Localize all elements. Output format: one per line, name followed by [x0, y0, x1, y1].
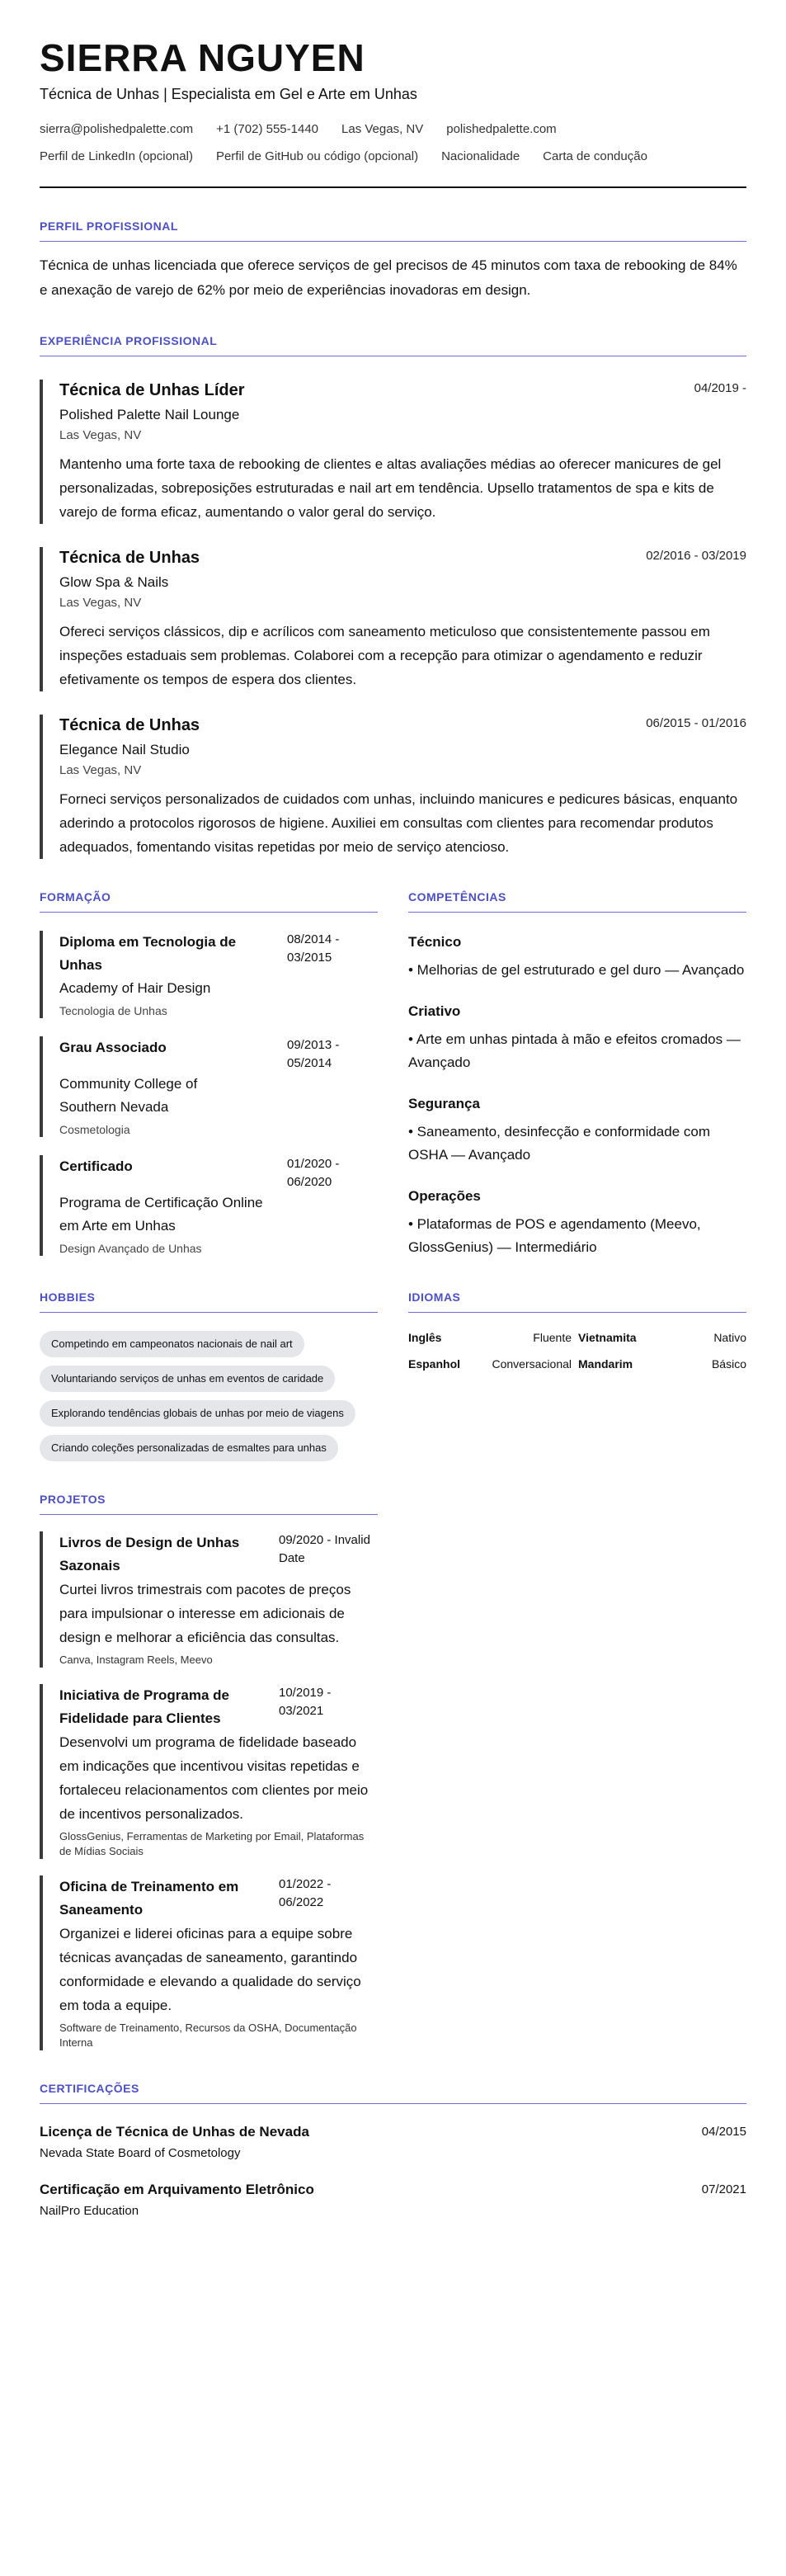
project-date: 09/2020 - Invalid Date	[279, 1533, 370, 1565]
language-level: Conversacional	[492, 1357, 572, 1371]
job-date: 06/2015 - 01/2016	[646, 716, 746, 730]
education-school: Programa de Certificação Online em Arte em Unhas	[59, 1195, 263, 1234]
project-date: 01/2022 - 06/2022	[279, 1877, 332, 1909]
certification-name: Certificação em Arquivamento Eletrônico	[40, 2182, 314, 2197]
project-description: Organizei e liderei oficinas para a equipe sobre técnicas avançadas de saneamento, garantindo conformidade e elevando a qualidade do serviço em toda a equipe.	[59, 1926, 361, 2013]
certification-date: 07/2021	[701, 2182, 746, 2196]
job-location: Las Vegas, NV	[59, 428, 142, 442]
language-level: Fluente	[533, 1331, 572, 1344]
education-entry	[40, 1155, 378, 1256]
resume-header	[40, 36, 746, 188]
job-description: Forneci serviços personalizados de cuidados com unhas, incluindo manicures e pedicures básicas, enquanto aderindo a protocolos rigorosos de higiene. Auxiliei em consultas com clientes para recomendar produtos adequados, fomentando visitas repetidas por meio de serviço atencioso.	[59, 791, 738, 855]
language-level: Básico	[711, 1357, 746, 1371]
certification-entry	[40, 2180, 746, 2220]
language-level: Nativo	[713, 1331, 746, 1344]
section-title: EXPERIÊNCIA PROFISSIONAL	[40, 334, 746, 356]
job-location: Las Vegas, NV	[59, 596, 142, 610]
skill-item: • Arte em unhas pintada à mão e efeitos cromados — Avançado	[408, 1031, 741, 1070]
empty-column	[408, 1461, 746, 2050]
skill-group	[408, 1094, 746, 1167]
contact-github[interactable]: Perfil de GitHub ou código (opcional)	[215, 149, 419, 163]
header-divider	[40, 186, 746, 188]
skill-category: Operações	[408, 1188, 481, 1204]
experience-section	[40, 334, 746, 859]
hobby-tag: Competindo em campeonatos nacionais de nail art	[40, 1331, 304, 1357]
education-entry	[40, 931, 378, 1018]
hobby-tag: Explorando tendências globais de unhas por meio de viagens	[40, 1400, 355, 1427]
education-school: Community College of Southern Nevada	[59, 1076, 198, 1115]
hobby-tag: Criando coleções personalizadas de esmaltes para unhas	[40, 1435, 338, 1461]
candidate-headline: Técnica de Unhas | Especialista em Gel e Arte em Unhas	[40, 86, 417, 102]
education-field: Cosmetologia	[59, 1123, 130, 1136]
certifications-section	[40, 2082, 746, 2220]
job-company: Polished Palette Nail Lounge	[59, 407, 240, 422]
projects-section	[40, 1461, 378, 2050]
job-entry	[40, 715, 746, 859]
contact-list	[40, 116, 746, 170]
section-title: FORMAÇÃO	[40, 890, 378, 913]
section-title: PERFIL PROFISSIONAL	[40, 219, 746, 242]
job-title: Técnica de Unhas	[59, 549, 200, 567]
skills-section	[408, 859, 746, 1259]
education-date: 08/2014 - 03/2015	[287, 932, 340, 965]
project-description: Curtei livros trimestrais com pacotes de preços para impulsionar o interesse em adicionais de design e melhorar a eficiência das consultas.	[59, 1582, 351, 1645]
skill-category: Técnico	[408, 934, 462, 950]
language-row	[408, 1329, 746, 1346]
language-name: Mandarim	[578, 1357, 633, 1371]
project-title: Livros de Design de Unhas Sazonais	[59, 1535, 240, 1573]
summary-section	[40, 219, 746, 303]
certification-name: Licença de Técnica de Unhas de Nevada	[40, 2124, 309, 2140]
job-date: 02/2016 - 03/2019	[646, 549, 746, 563]
education-field: Design Avançado de Unhas	[59, 1242, 202, 1255]
education-skills-row	[40, 859, 746, 1259]
project-title: Oficina de Treinamento em Saneamento	[59, 1879, 239, 1918]
section-title: HOBBIES	[40, 1290, 378, 1313]
certification-issuer: Nevada State Board of Cosmetology	[40, 2146, 241, 2160]
certification-date: 04/2015	[701, 2125, 746, 2139]
hobby-list	[40, 1323, 378, 1461]
education-date: 01/2020 - 06/2020	[287, 1157, 340, 1189]
job-entry	[40, 547, 746, 691]
project-tools: Software de Treinamento, Recursos da OSHA, Documentação Interna	[59, 2022, 357, 2049]
skill-group	[408, 932, 746, 982]
contact-website[interactable]: polishedpalette.com	[446, 122, 557, 136]
section-title: COMPETÊNCIAS	[408, 890, 746, 913]
contact-location: Las Vegas, NV	[341, 122, 424, 136]
job-company: Elegance Nail Studio	[59, 742, 190, 757]
hobbies-section	[40, 1259, 378, 1461]
education-date: 09/2013 - 05/2014	[287, 1038, 340, 1070]
education-field: Tecnologia de Unhas	[59, 1004, 167, 1017]
contact-linkedin[interactable]: Perfil de LinkedIn (opcional)	[40, 149, 193, 163]
languages-section	[408, 1259, 746, 1461]
education-entry	[40, 1036, 378, 1137]
job-company: Glow Spa & Nails	[59, 574, 169, 590]
project-tools: GlossGenius, Ferramentas de Marketing por Email, Plataformas de Mídias Sociais	[59, 1830, 365, 1857]
skill-category: Criativo	[408, 1003, 461, 1019]
skill-category: Segurança	[408, 1096, 480, 1111]
education-degree: Certificado	[59, 1158, 133, 1174]
job-entry	[40, 380, 746, 524]
language-name: Vietnamita	[578, 1331, 637, 1344]
project-date: 10/2019 - 03/2021	[279, 1686, 332, 1718]
project-entry	[40, 1531, 378, 1668]
skill-item: • Saneamento, desinfecção e conformidade com OSHA — Avançado	[408, 1124, 710, 1163]
job-title: Técnica de Unhas Líder	[59, 381, 245, 399]
education-degree: Grau Associado	[59, 1040, 167, 1055]
project-description: Desenvolvi um programa de fidelidade baseado em indicações que incentivou visitas repetidas e fortaleceu relacionamentos com clientes por meio de incentivos personalizados.	[59, 1734, 369, 1822]
summary-text: Técnica de unhas licenciada que oferece serviços de gel precisos de 45 minutos com taxa de rebooking de 84% e anexação de varejo de 62% por meio de experiências inovadoras em design.	[40, 257, 737, 298]
project-entry	[40, 1875, 378, 2050]
hobbies-languages-row	[40, 1259, 746, 1461]
section-title: IDIOMAS	[408, 1290, 746, 1313]
contact-email[interactable]: sierra@polishedpalette.com	[40, 122, 194, 136]
contact-driving-license: Carta de condução	[543, 149, 647, 163]
job-location: Las Vegas, NV	[59, 763, 142, 777]
project-title: Iniciativa de Programa de Fidelidade para Clientes	[59, 1687, 229, 1726]
skill-item: • Plataformas de POS e agendamento (Meevo, GlossGenius) — Intermediário	[408, 1216, 701, 1255]
skill-group	[408, 1002, 746, 1074]
language-row	[408, 1356, 746, 1372]
project-tools: Canva, Instagram Reels, Meevo	[59, 1654, 213, 1666]
candidate-name: SIERRA NGUYEN	[40, 36, 365, 79]
certification-issuer: NailPro Education	[40, 2204, 139, 2218]
language-name: Espanhol	[408, 1357, 461, 1371]
education-degree: Diploma em Tecnologia de Unhas	[59, 934, 237, 973]
certification-entry	[40, 2122, 746, 2162]
section-title: CERTIFICAÇÕES	[40, 2082, 746, 2104]
language-table	[408, 1329, 746, 1372]
skill-item: • Melhorias de gel estruturado e gel duro — Avançado	[408, 962, 745, 978]
hobby-tag: Voluntariando serviços de unhas em eventos de caridade	[40, 1366, 335, 1392]
job-date: 04/2019 -	[694, 381, 746, 395]
contact-nationality: Nacionalidade	[441, 149, 520, 163]
skill-group	[408, 1187, 746, 1259]
section-title: PROJETOS	[40, 1493, 378, 1515]
education-school: Academy of Hair Design	[59, 980, 211, 996]
education-section	[40, 859, 378, 1259]
projects-row	[40, 1461, 746, 2050]
project-entry	[40, 1684, 378, 1859]
job-title: Técnica de Unhas	[59, 716, 200, 734]
job-description: Mantenho uma forte taxa de rebooking de clientes e altas avaliações médias ao oferecer manicures de gel personalizadas, sobreposições estruturadas e nail art em tendência. Upsello tratamentos de spa e kits de varejo de forma eficaz, aumentando o valor geral do serviço.	[59, 456, 722, 520]
language-name: Inglês	[408, 1331, 442, 1344]
job-description: Ofereci serviços clássicos, dip e acrílicos com saneamento meticuloso que consistentemente passou em inspeções estaduais sem problemas. Colaborei com a recepção para otimizar o agendamento e reduzir efetivamente os tempos de espera dos clientes.	[59, 624, 710, 687]
contact-phone[interactable]: +1 (702) 555-1440	[216, 122, 319, 136]
